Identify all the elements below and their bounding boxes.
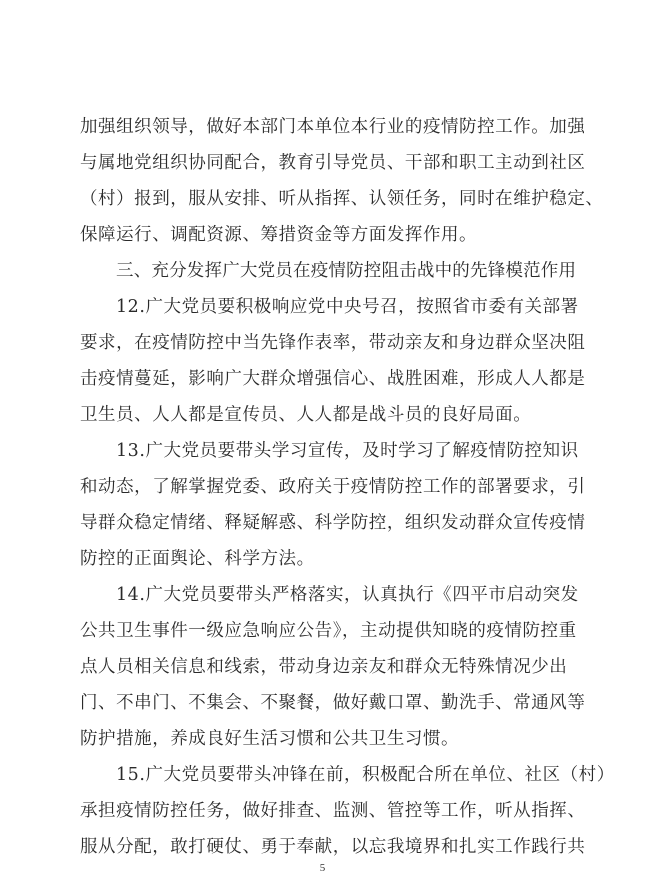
- text-line: （村）报到，服从安排、听从指挥、认领任务，同时在维护稳定、: [80, 189, 604, 209]
- text-line: 卫生员、人人都是宣传员、人人都是战斗员的良好局面。: [80, 405, 532, 425]
- paragraph-first-line: 12.广大党员要积极响应党中央号召，按照省市委有关部署: [116, 297, 579, 317]
- text-line: 服从分配，敢打硬仗、勇于奉献，以忘我境界和扎实工作践行共: [80, 837, 586, 857]
- text-line: 防护措施，养成良好生活习惯和公共卫生习惯。: [80, 729, 460, 749]
- text-line: 保障运行、调配资源、筹措资金等方面发挥作用。: [80, 225, 478, 245]
- paragraph-first-line: 14.广大党员要带头严格落实，认真执行《四平市启动突发: [116, 585, 579, 605]
- text-line: 加强组织领导，做好本部门本单位本行业的疫情防控工作。加强: [80, 117, 586, 137]
- paragraph-first-line: 13.广大党员要带头学习宣传，及时学习了解疫情防控知识: [116, 441, 579, 461]
- text-line: 击疫情蔓延，影响广大群众增强信心、战胜困难，形成人人都是: [80, 369, 586, 389]
- paragraph-first-line: 15.广大党员要带头冲锋在前，积极配合所在单位、社区（村）: [116, 765, 615, 785]
- text-line: 导群众稳定情绪、释疑解惑、科学防控，组织发动群众宣传疫情: [80, 513, 586, 533]
- page-number: 5: [319, 862, 326, 874]
- text-line: 与属地党组织协同配合，教育引导党员、干部和职工主动到社区: [80, 153, 586, 173]
- section-heading: 三、充分发挥广大党员在疫情防控阻击战中的先锋模范作用: [116, 261, 577, 281]
- text-line: 和动态，了解掌握党委、政府关于疫情防控工作的部署要求，引: [80, 477, 586, 497]
- text-line: 承担疫情防控任务，做好排查、监测、管控等工作，听从指挥、: [80, 801, 586, 821]
- text-line: 公共卫生事件一级应急响应公告》，主动提供知晓的疫情防控重: [80, 621, 577, 641]
- text-line: 防控的正面舆论、科学方法。: [80, 549, 315, 569]
- text-line: 门、不串门、不集会、不聚餐，做好戴口罩、勤洗手、常通风等: [80, 693, 586, 713]
- text-line: 要求，在疫情防控中当先锋作表率，带动亲友和身边群众坚决阻: [80, 333, 586, 353]
- text-line: 点人员相关信息和线索，带动身边亲友和群众无特殊情况少出: [80, 657, 568, 677]
